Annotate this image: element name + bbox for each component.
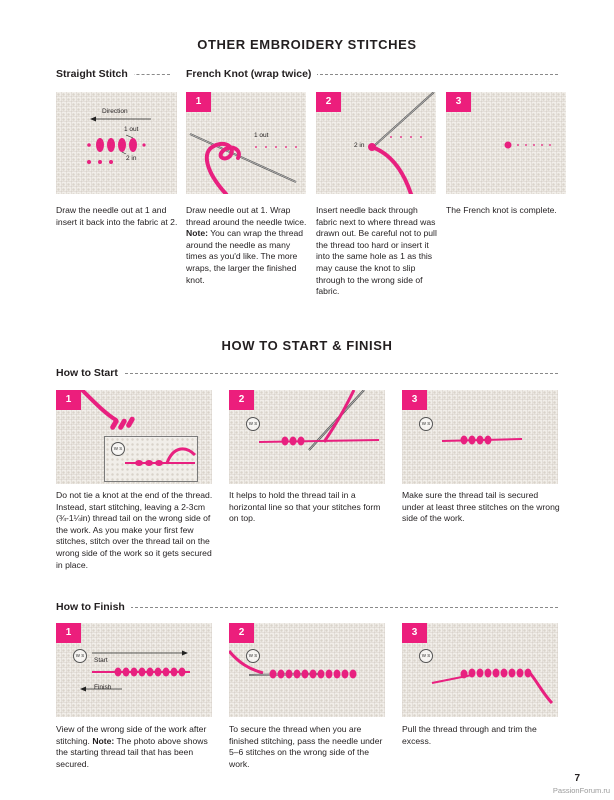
one-out-label: 1 out bbox=[124, 126, 139, 133]
how-to-start-title: How to Start bbox=[56, 367, 124, 379]
finish-step1-caption: View of the wrong side of the work after stitching. Note: The photo above shows the starting thread tail that has been secured. bbox=[56, 724, 208, 769]
divider bbox=[60, 373, 558, 374]
step-badge: 3 bbox=[402, 623, 427, 643]
french-knot-step3-caption: The French knot is complete. bbox=[446, 205, 557, 215]
finish-step3-caption: Pull the thread through and trim the excess. bbox=[402, 724, 537, 746]
finish-step1-photo bbox=[56, 623, 212, 717]
finish-step2-caption: To secure the thread when you are finished stitching, pass the needle under 5–6 stitches on the wrong side of the work. bbox=[229, 724, 383, 769]
french-knot-step1-photo bbox=[186, 92, 306, 194]
start-step2-photo bbox=[229, 390, 385, 484]
watermark: PassionForum.ru bbox=[552, 786, 610, 795]
step-badge: 1 bbox=[186, 92, 211, 112]
two-in-label: 2 in bbox=[126, 155, 137, 162]
divider bbox=[60, 607, 558, 608]
wrong-side-icon: W S bbox=[73, 649, 87, 663]
how-to-finish-title: How to Finish bbox=[56, 601, 131, 613]
wrong-side-inset bbox=[104, 436, 198, 482]
step-badge: 3 bbox=[402, 390, 427, 410]
wrong-side-icon: W S bbox=[111, 442, 125, 456]
wrong-side-icon: W S bbox=[419, 417, 433, 431]
wrong-side-icon: W S bbox=[246, 649, 260, 663]
french-knot-step3-photo bbox=[446, 92, 566, 194]
straight-stitch-title: Straight Stitch bbox=[56, 68, 134, 80]
section-title-other-stitches: OTHER EMBROIDERY STITCHES bbox=[197, 37, 417, 52]
start-step3-photo bbox=[402, 390, 558, 484]
start-label: Start bbox=[94, 657, 108, 664]
french-knot-step2-caption: Insert needle back through fabric next to where thread was drawn out. Be careful not to pull the thread too hard or insert it into the same hole as 1 as this may cause the knot to slip through to the wrong side of fabric. bbox=[316, 205, 437, 297]
one-out-label: 1 out bbox=[254, 132, 269, 139]
french-knot-step2-photo bbox=[316, 92, 436, 194]
step-badge: 1 bbox=[56, 390, 81, 410]
start-step1-caption: Do not tie a knot at the end of the thread. Instead, start stitching, leaving a 2-3cm (¾-1¼in) thread tail on the wrong side of the work. As you make your first few stitches, stitch over the thread tail on the wrong side of the work so it gets secured in place. bbox=[56, 490, 213, 570]
step-badge: 2 bbox=[229, 623, 254, 643]
start-step1-photo bbox=[56, 390, 212, 484]
section-title-start-finish: HOW TO START & FINISH bbox=[221, 338, 393, 353]
start-step2-caption: It helps to hold the thread tail in a horizontal line so that your stitches form on top. bbox=[229, 490, 381, 524]
finish-label: Finish bbox=[94, 684, 112, 691]
start-step3-caption: Make sure the thread tail is secured under at least three stitches on the wrong side of the work. bbox=[402, 490, 560, 524]
straight-stitch-photo bbox=[56, 92, 177, 194]
french-knot-title: French Knot (wrap twice) bbox=[186, 68, 317, 80]
french-knot-step1-caption: Draw needle out at 1. Wrap thread around the needle twice. Note: You can wrap the thread around the needle as many times as you'd like. The more wraps, the larger the finished knot. bbox=[186, 205, 307, 285]
step-badge: 2 bbox=[229, 390, 254, 410]
wrong-side-icon: W S bbox=[246, 417, 260, 431]
direction-label: Direction bbox=[102, 108, 128, 115]
finish-step3-photo bbox=[402, 623, 558, 717]
step-badge: 3 bbox=[446, 92, 471, 112]
straight-stitch-caption: Draw the needle out at 1 and insert it back into the fabric at 2. bbox=[56, 205, 178, 227]
step-badge: 2 bbox=[316, 92, 341, 112]
step-badge: 1 bbox=[56, 623, 81, 643]
finish-step2-photo bbox=[229, 623, 385, 717]
wrong-side-icon: W S bbox=[419, 649, 433, 663]
page-number: 7 bbox=[574, 773, 580, 784]
two-in-label: 2 in bbox=[354, 142, 365, 149]
